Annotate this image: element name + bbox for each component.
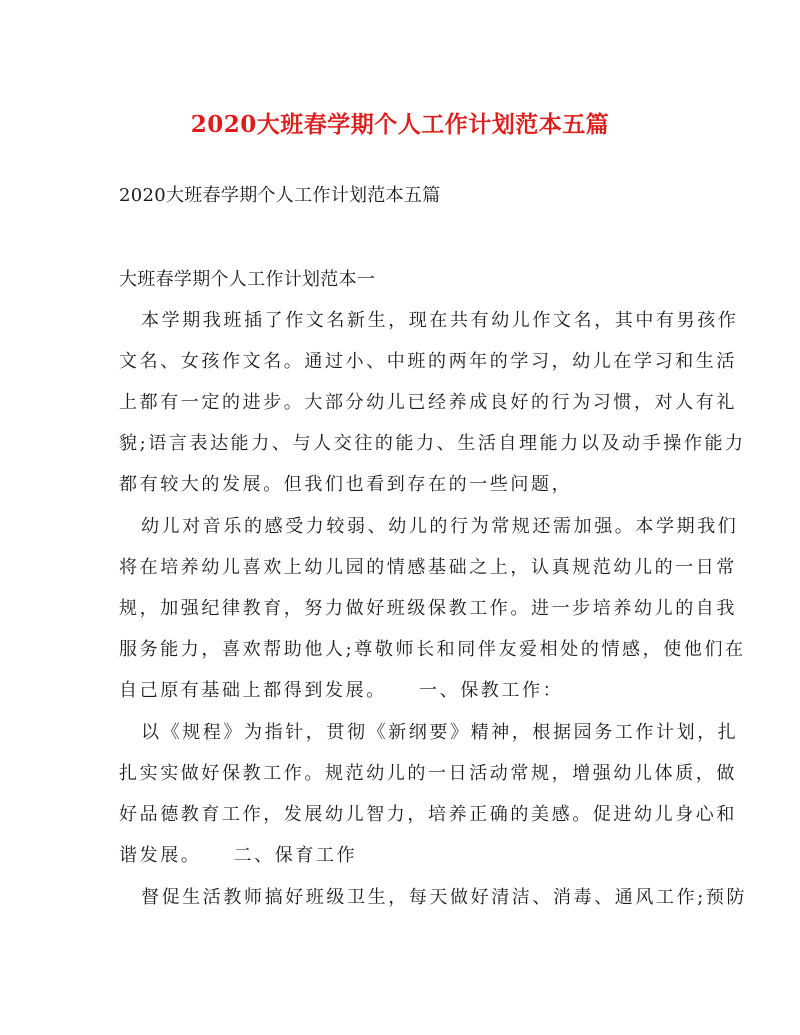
document-subtitle: 2020大班春学期个人工作计划范本五篇 [119,185,441,206]
paragraph-line: 规，加强纪律教育，努力做好班级保教工作。进一步培养幼儿的自我 [119,598,737,619]
paragraph-line: 都有较大的发展。但我们也看到存在的一些问题， [119,474,573,495]
paragraph-line: 幼儿对音乐的感受力较弱、幼儿的行为常规还需加强。本学期我们 [141,516,739,537]
paragraph-line: 督促生活教师搞好班级卫生，每天做好清洁、消毒、通风工作;预防 [141,887,748,908]
paragraph-line: 服务能力，喜欢帮助他人;尊敬师长和同伴友爱相处的情感，使他们在 [119,639,746,660]
document-title: 2020大班春学期个人工作计划范本五篇 [190,111,610,138]
paragraph-line: 扎实实做好保教工作。规范幼儿的一日活动常规，增强幼儿体质，做 [119,763,737,784]
paragraph-line: 本学期我班插了作文名新生，现在共有幼儿作文名，其中有男孩作 [141,310,739,331]
paragraph-line: 将在培养幼儿喜欢上幼儿园的情感基础之上，认真规范幼儿的一日常 [119,557,737,578]
paragraph-line: 貌;语言表达能力、与人交往的能力、生活自理能力以及动手操作能力 [119,433,746,454]
paragraph-line: 谐发展。 二、保育工作 [119,845,358,866]
paragraph-line: 上都有一定的进步。大部分幼儿已经养成良好的行为习惯，对人有礼 [119,392,737,413]
paragraph-line: 文名、女孩作文名。通过小、中班的两年的学习，幼儿在学习和生活 [119,351,737,372]
paragraph-line: 以《规程》为指针，贯彻《新纲要》精神，根据园务工作计划，扎 [141,722,739,743]
section-heading: 大班春学期个人工作计划范本一 [119,269,376,290]
paragraph-line: 好品德教育工作，发展幼儿智力，培养正确的美感。促进幼儿身心和 [119,804,737,825]
paragraph-line: 自己原有基础上都得到发展。 一、保教工作： [119,680,564,701]
